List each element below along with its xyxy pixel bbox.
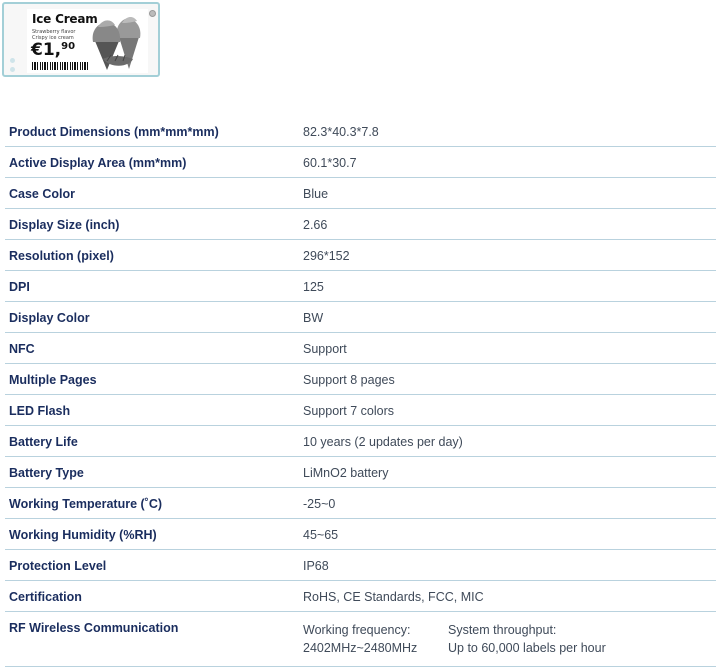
spec-row: [5, 426, 716, 457]
spec-table: [5, 116, 716, 667]
label-product-title: Ice Cream: [32, 12, 98, 26]
spec-value: IP68: [303, 559, 329, 573]
spec-label: Working Humidity (%RH): [9, 528, 157, 542]
product-image: [2, 2, 160, 77]
spec-label: Case Color: [9, 187, 75, 201]
spec-label: Display Size (inch): [9, 218, 120, 232]
spec-row: [5, 581, 716, 612]
rf-frequency-label: Working frequency:: [303, 623, 411, 637]
spec-label: LED Flash: [9, 404, 71, 418]
spec-value: LiMnO2 battery: [303, 466, 389, 480]
spec-row-rf: [5, 612, 716, 667]
spec-row: [5, 116, 716, 147]
rf-frequency-value: 2402MHz~2480MHz: [303, 641, 418, 655]
spec-label: NFC: [9, 342, 35, 356]
spec-row: [5, 364, 716, 395]
spec-row: [5, 519, 716, 550]
spec-label: Battery Life: [9, 435, 78, 449]
spec-row: [5, 178, 716, 209]
spec-value: 296*152: [303, 249, 350, 263]
spec-value: 82.3*40.3*7.8: [303, 125, 379, 139]
spec-value: RoHS, CE Standards, FCC, MIC: [303, 590, 484, 604]
spec-value: Blue: [303, 187, 329, 201]
label-product-line-1: Strawberry flavor: [32, 29, 76, 35]
spec-row: [5, 333, 716, 364]
spec-label: Working Temperature (˚C): [9, 497, 163, 511]
rf-throughput-value: Up to 60,000 labels per hour: [448, 641, 606, 655]
spec-value: 45~65: [303, 528, 339, 542]
label-price-cents: 90: [61, 41, 76, 52]
spec-label: Active Display Area (mm*mm): [9, 156, 187, 170]
spec-value: 2.66: [303, 218, 328, 232]
spec-row: [5, 488, 716, 519]
label-price: [31, 40, 75, 60]
spec-row: [5, 240, 716, 271]
spec-value: 60.1*30.7: [303, 156, 357, 170]
ice-cream-cones-icon: [89, 11, 145, 71]
led-indicator-icon: [10, 67, 15, 72]
spec-row: [5, 550, 716, 581]
label-price-whole: €1,: [31, 40, 62, 60]
spec-value: Support 8 pages: [303, 373, 395, 387]
spec-row: [5, 147, 716, 178]
spec-label: Resolution (pixel): [9, 249, 114, 263]
rf-frequency: [303, 621, 417, 657]
spec-value: 10 years (2 updates per day): [303, 435, 463, 449]
spec-value: -25~0: [303, 497, 336, 511]
barcode-icon: [32, 62, 88, 70]
spec-value: Support 7 colors: [303, 404, 395, 418]
epaper-screen: [27, 9, 148, 73]
spec-label: RF Wireless Communication: [9, 621, 179, 635]
spec-label: Battery Type: [9, 466, 84, 480]
spec-label: DPI: [9, 280, 30, 294]
rf-throughput: [448, 621, 606, 657]
spec-row: [5, 209, 716, 240]
rf-throughput-label: System throughput:: [448, 623, 557, 637]
spec-row: [5, 457, 716, 488]
spec-row: [5, 271, 716, 302]
spec-row: [5, 395, 716, 426]
led-indicator-icon: [10, 58, 15, 63]
spec-label: Display Color: [9, 311, 90, 325]
spec-row: [5, 302, 716, 333]
spec-label: Product Dimensions (mm*mm*mm): [9, 125, 219, 139]
device-button-icon: [149, 10, 156, 17]
spec-value: 125: [303, 280, 324, 294]
spec-label: Certification: [9, 590, 82, 604]
label-product-line-2: Crispy ice cream: [32, 35, 74, 41]
spec-value: Support: [303, 342, 347, 356]
spec-value: BW: [303, 311, 324, 325]
spec-label: Multiple Pages: [9, 373, 97, 387]
spec-label: Protection Level: [9, 559, 107, 573]
